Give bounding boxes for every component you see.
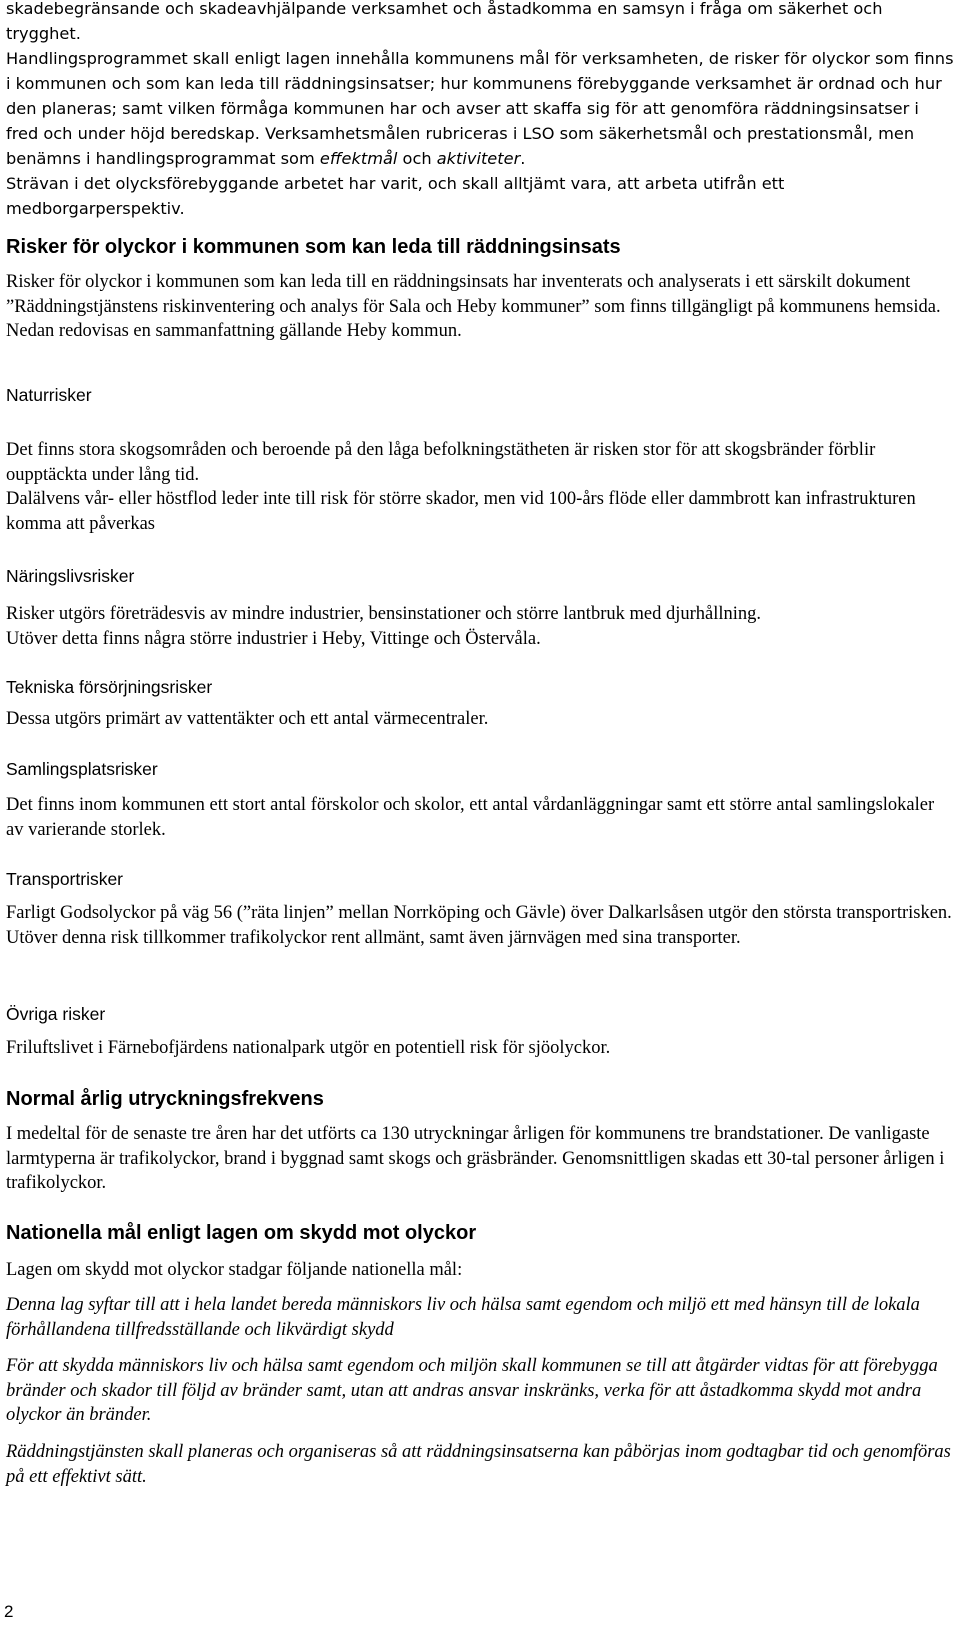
transport-section-body bbox=[6, 901, 954, 950]
tekniska-paragraph-1: Dessa utgörs primärt av vattentäkter och ett antal värmecentraler. bbox=[6, 709, 489, 729]
page-number: 2 bbox=[4, 1602, 14, 1621]
risker-paragraph-1: Risker för olyckor i kommunen som kan leda till en räddningsinsats har inventerats och analyserats i ett särskilt dokument ”Räddningstjänstens riskinventering och analys för Sala och Heby kommuner” som finns tillgängligt på kommunens hemsida. bbox=[6, 272, 941, 317]
naringsliv-paragraph-1: Risker utgörs företrädesvis av mindre industrier, bensinstationer och större lantbruk med djurhållning. bbox=[6, 604, 762, 624]
samlingsplats-paragraph-1: Det finns inom kommunen ett stort antal förskolor och skolor, ett antal vårdanläggningar samt ett större antal samlingslokaler av varierande storlek. bbox=[6, 795, 935, 840]
naringsliv-paragraph-2: Utöver detta finns några större industrier i Heby, Vittinge och Östervåla. bbox=[6, 628, 541, 649]
nationella-section-body bbox=[6, 1258, 954, 1283]
intro-p3-emphasis-effektmal: effektmål bbox=[319, 149, 398, 168]
naringsliv-section-body bbox=[6, 602, 954, 651]
naturrisker-paragraph-1: Det finns stora skogsområden och beroende på den låga befolkningstätheten är risken stor för att skogsbränder förblir oupptäckta under lång tid. bbox=[6, 440, 876, 485]
heading-risker: Risker för olyckor i kommunen som kan leda till räddningsinsats bbox=[6, 236, 621, 258]
heading-naringslivsrisker: Näringslivsrisker bbox=[6, 566, 135, 586]
risker-paragraph-2: Nedan redovisas en sammanfattning gällande Heby kommun. bbox=[6, 321, 462, 341]
nationella-quote-3: Räddningstjänsten skall planeras och organiseras så att räddningsinsatserna kan påbörjas inom godtagbar tid och genomföras på ett effektivt sätt. bbox=[6, 1442, 951, 1487]
heading-nationella-mal: Nationella mål enligt lagen om skydd mot olyckor bbox=[6, 1222, 477, 1244]
transport-paragraph-1: Farligt Godsolyckor på väg 56 (”räta linjen” mellan Norrköping och Gävle) över Dalkarlsåsen utgör den största transportrisken. bbox=[6, 903, 952, 923]
intro-paragraph-4: Strävan i det olycksförebyggande arbetet har varit, och skall alltjämt vara, att arbeta utifrån ett medborgarperspektiv. bbox=[6, 174, 785, 218]
samlingsplats-section-body bbox=[6, 793, 954, 842]
risker-section-body bbox=[6, 270, 954, 344]
ovriga-paragraph-1: Friluftslivet i Färnebofjärdens nationalpark utgör en potentiell risk för sjöolyckor. bbox=[6, 1038, 611, 1058]
frekvens-paragraph-1: I medeltal för de senaste tre åren har det utförts ca 130 utryckningar årligen för kommunens tre brandstationer. De vanligaste larmtyperna är trafikolyckor, brand i byggnad samt skogs och gräsbränder. Genomsnittligen skadas ett 30-tal personer årligen i trafikolyckor. bbox=[6, 1124, 945, 1193]
nationella-quote-2: För att skydda människors liv och hälsa samt egendom och miljön skall kommunen se till att åtgärder vidtas för att förebygga bränder och skador till följd av bränder samt, utan att andras ansvar inskränks, verka för att åstadkomma skydd mot andra olyckor än bränder. bbox=[6, 1356, 938, 1425]
intro-p3-text-a: Verksamhetsmålen rubriceras i LSO som säkerhetsmål och prestationsmål, men benämns i handlingsprogrammat som bbox=[6, 124, 915, 168]
transport-paragraph-2: Utöver denna risk tillkommer trafikolyckor rent allmänt, samt även järnvägen med sina transporter. bbox=[6, 927, 741, 948]
naturrisker-paragraph-2: Dalälvens vår- eller höstflod leder inte till risk för större skador, men vid 100-års flöde eller dammbrott kan infrastrukturen komma att påverkas bbox=[6, 489, 916, 534]
intro-text bbox=[6, 0, 954, 221]
heading-utryckningsfrekvens: Normal årlig utryckningsfrekvens bbox=[6, 1088, 324, 1110]
intro-p3-emphasis-aktiviteter: aktiviteter bbox=[436, 149, 521, 168]
heading-ovriga-risker: Övriga risker bbox=[6, 1004, 106, 1024]
ovriga-section-body bbox=[6, 1036, 954, 1061]
frekvens-section-body bbox=[6, 1122, 954, 1196]
heading-tekniska-forsorjningsrisker: Tekniska försörjningsrisker bbox=[6, 677, 213, 697]
intro-p3-text-c: . bbox=[520, 149, 526, 168]
heading-transportrisker: Transportrisker bbox=[6, 869, 124, 889]
intro-p3-text-b: och bbox=[397, 149, 437, 168]
intro-paragraph-1: skadebegränsande och skadeavhjälpande verksamhet och åstadkomma en samsyn i fråga om säkerhet och trygghet. bbox=[6, 0, 883, 43]
nationella-quote-1: Denna lag syftar till att i hela landet bereda människors liv och hälsa samt egendom och miljö ett med hänsyn till de lokala förhållandena tillfredsställande och likvärdigt skydd bbox=[6, 1295, 920, 1340]
heading-samlingsplatsrisker: Samlingsplatsrisker bbox=[6, 759, 158, 779]
intro-paragraph-2: Handlingsprogrammet skall enligt lagen innehålla kommunens mål för verksamheten, de risker för olyckor som finns i kommunen och som kan leda till räddningsinsatser; hur kommunens förebyggande verksamhet är ordnad och hur den planeras; samt vilken förmåga kommunen har och avser att skaffa sig för att genomföra räddningsinsatser i fred och under höjd beredskap. bbox=[6, 49, 954, 143]
nationella-intro-paragraph: Lagen om skydd mot olyckor stadgar följande nationella mål: bbox=[6, 1260, 463, 1280]
heading-naturrisker: Naturrisker bbox=[6, 385, 92, 405]
tekniska-section-body bbox=[6, 707, 954, 732]
naturrisker-section-body bbox=[6, 438, 954, 536]
